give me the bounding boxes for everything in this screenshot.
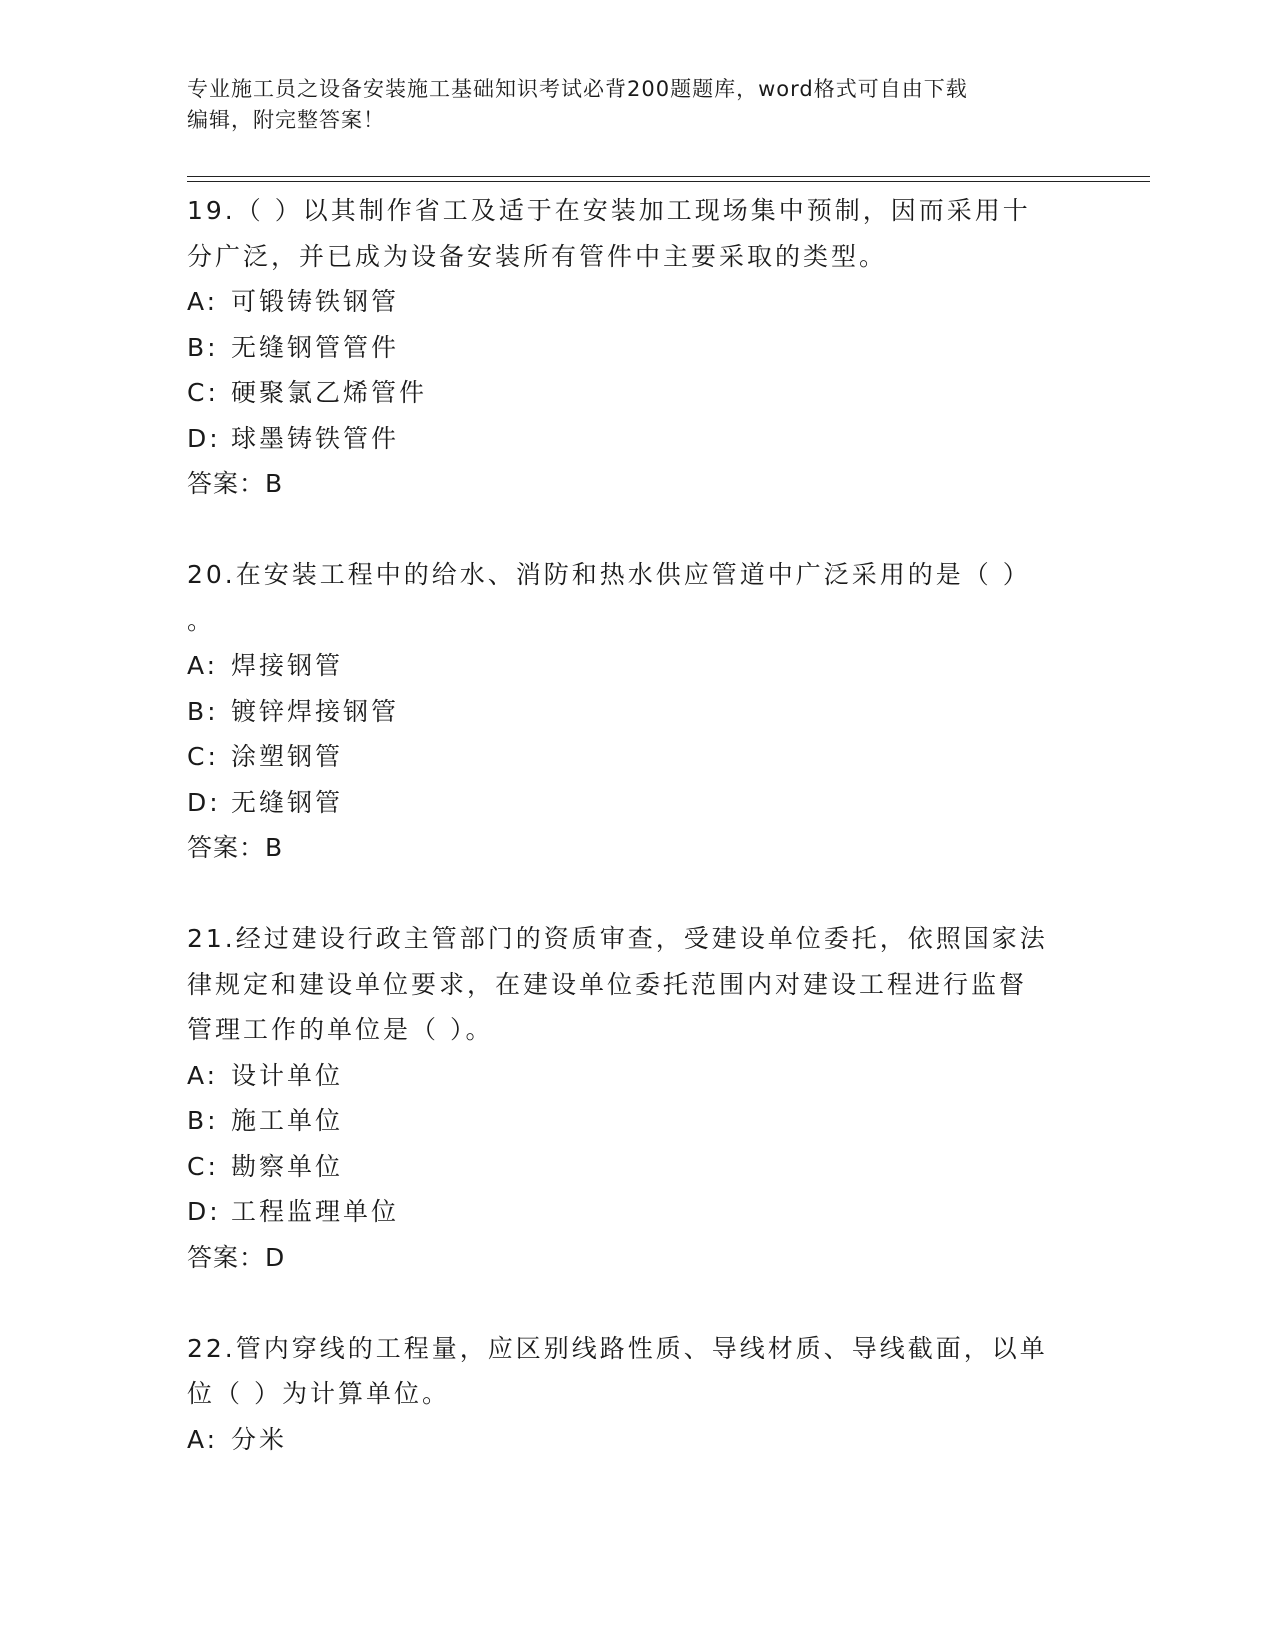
question-list (187, 188, 1087, 1462)
option-d (187, 780, 1087, 826)
answer-line: 答案：D (187, 1242, 286, 1272)
document-header (187, 74, 1067, 136)
option-text: 镀锌焊接钢管 (231, 696, 400, 726)
option-letter: B: (187, 696, 219, 726)
answer-line: 答案：B (187, 833, 284, 862)
question-text-line: 21.经过建设行政主管部门的资质审查，受建设单位委托，依照国家法 (187, 924, 1048, 953)
option-text: 可锻铸铁钢管 (231, 287, 400, 316)
option-d (187, 416, 1087, 462)
header-divider-bottom (187, 181, 1150, 182)
option-letter: A: (187, 1060, 219, 1090)
option-a (187, 643, 1087, 689)
option-c (187, 734, 1087, 780)
question-spacer (187, 507, 1087, 553)
option-c (187, 370, 1087, 416)
question-text-line: 分广泛，并已成为设备安装所有管件中主要采取的类型。 (187, 241, 888, 271)
option-text: 球墨铸铁管件 (231, 423, 400, 453)
option-c (187, 1144, 1087, 1190)
option-text: 施工单位 (231, 1106, 344, 1135)
option-letter: D: (187, 423, 221, 453)
option-text: 无缝钢管管件 (231, 332, 400, 362)
option-text: 焊接钢管 (231, 651, 344, 680)
header-line-1: 专业施工员之设备安装施工基础知识考试必背200题题库，word格式可自由下载 (187, 77, 968, 101)
answer-line: 答案：B (187, 469, 284, 498)
question-text-line: 位（ ）为计算单位。 (187, 1379, 450, 1408)
header-divider-top (187, 176, 1150, 177)
option-text: 涂塑钢管 (231, 742, 344, 771)
option-letter: A: (187, 1424, 219, 1454)
option-text: 硬聚氯乙烯管件 (231, 378, 428, 407)
option-a (187, 1053, 1087, 1099)
question-text-line: 19.（ ）以其制作省工及适于在安装加工现场集中预制，因而采用十 (187, 196, 1031, 225)
question-21 (187, 916, 1087, 1280)
question-20 (187, 552, 1087, 871)
question-text (187, 552, 1087, 643)
question-text-line: 22.管内穿线的工程量，应区别线路性质、导线材质、导线截面，以单 (187, 1333, 1048, 1363)
option-letter: A: (187, 651, 219, 680)
option-text: 设计单位 (231, 1060, 344, 1090)
option-d (187, 1189, 1087, 1235)
question-text (187, 188, 1087, 279)
option-letter: A: (187, 287, 219, 316)
option-letter: D: (187, 787, 221, 817)
question-text-line: 管理工作的单位是（ ）。 (187, 1015, 494, 1044)
option-text: 勘察单位 (231, 1151, 344, 1181)
question-text-line: 。 (187, 605, 216, 635)
option-b (187, 325, 1087, 371)
option-letter: C: (187, 378, 219, 407)
option-text: 工程监理单位 (231, 1197, 400, 1226)
option-letter: C: (187, 1151, 219, 1181)
option-a (187, 1417, 1087, 1463)
question-22 (187, 1326, 1087, 1463)
option-letter: B: (187, 1106, 219, 1135)
option-b (187, 1098, 1087, 1144)
question-text-line: 律规定和建设单位要求，在建设单位委托范围内对建设工程进行监督 (187, 969, 1028, 999)
question-text-line: 20.在安装工程中的给水、消防和热水供应管道中广泛采用的是（ ） (187, 560, 1031, 589)
option-text: 无缝钢管 (231, 787, 344, 817)
option-letter: C: (187, 742, 219, 771)
option-b (187, 689, 1087, 735)
option-letter: D: (187, 1197, 221, 1226)
option-letter: B: (187, 332, 219, 362)
question-text (187, 1326, 1087, 1417)
question-text (187, 916, 1087, 1053)
question-spacer (187, 1280, 1087, 1326)
question-spacer (187, 871, 1087, 917)
question-19 (187, 188, 1087, 507)
option-a (187, 279, 1087, 325)
option-text: 分米 (231, 1424, 288, 1454)
header-line-2: 编辑，附完整答案！ (187, 108, 385, 132)
